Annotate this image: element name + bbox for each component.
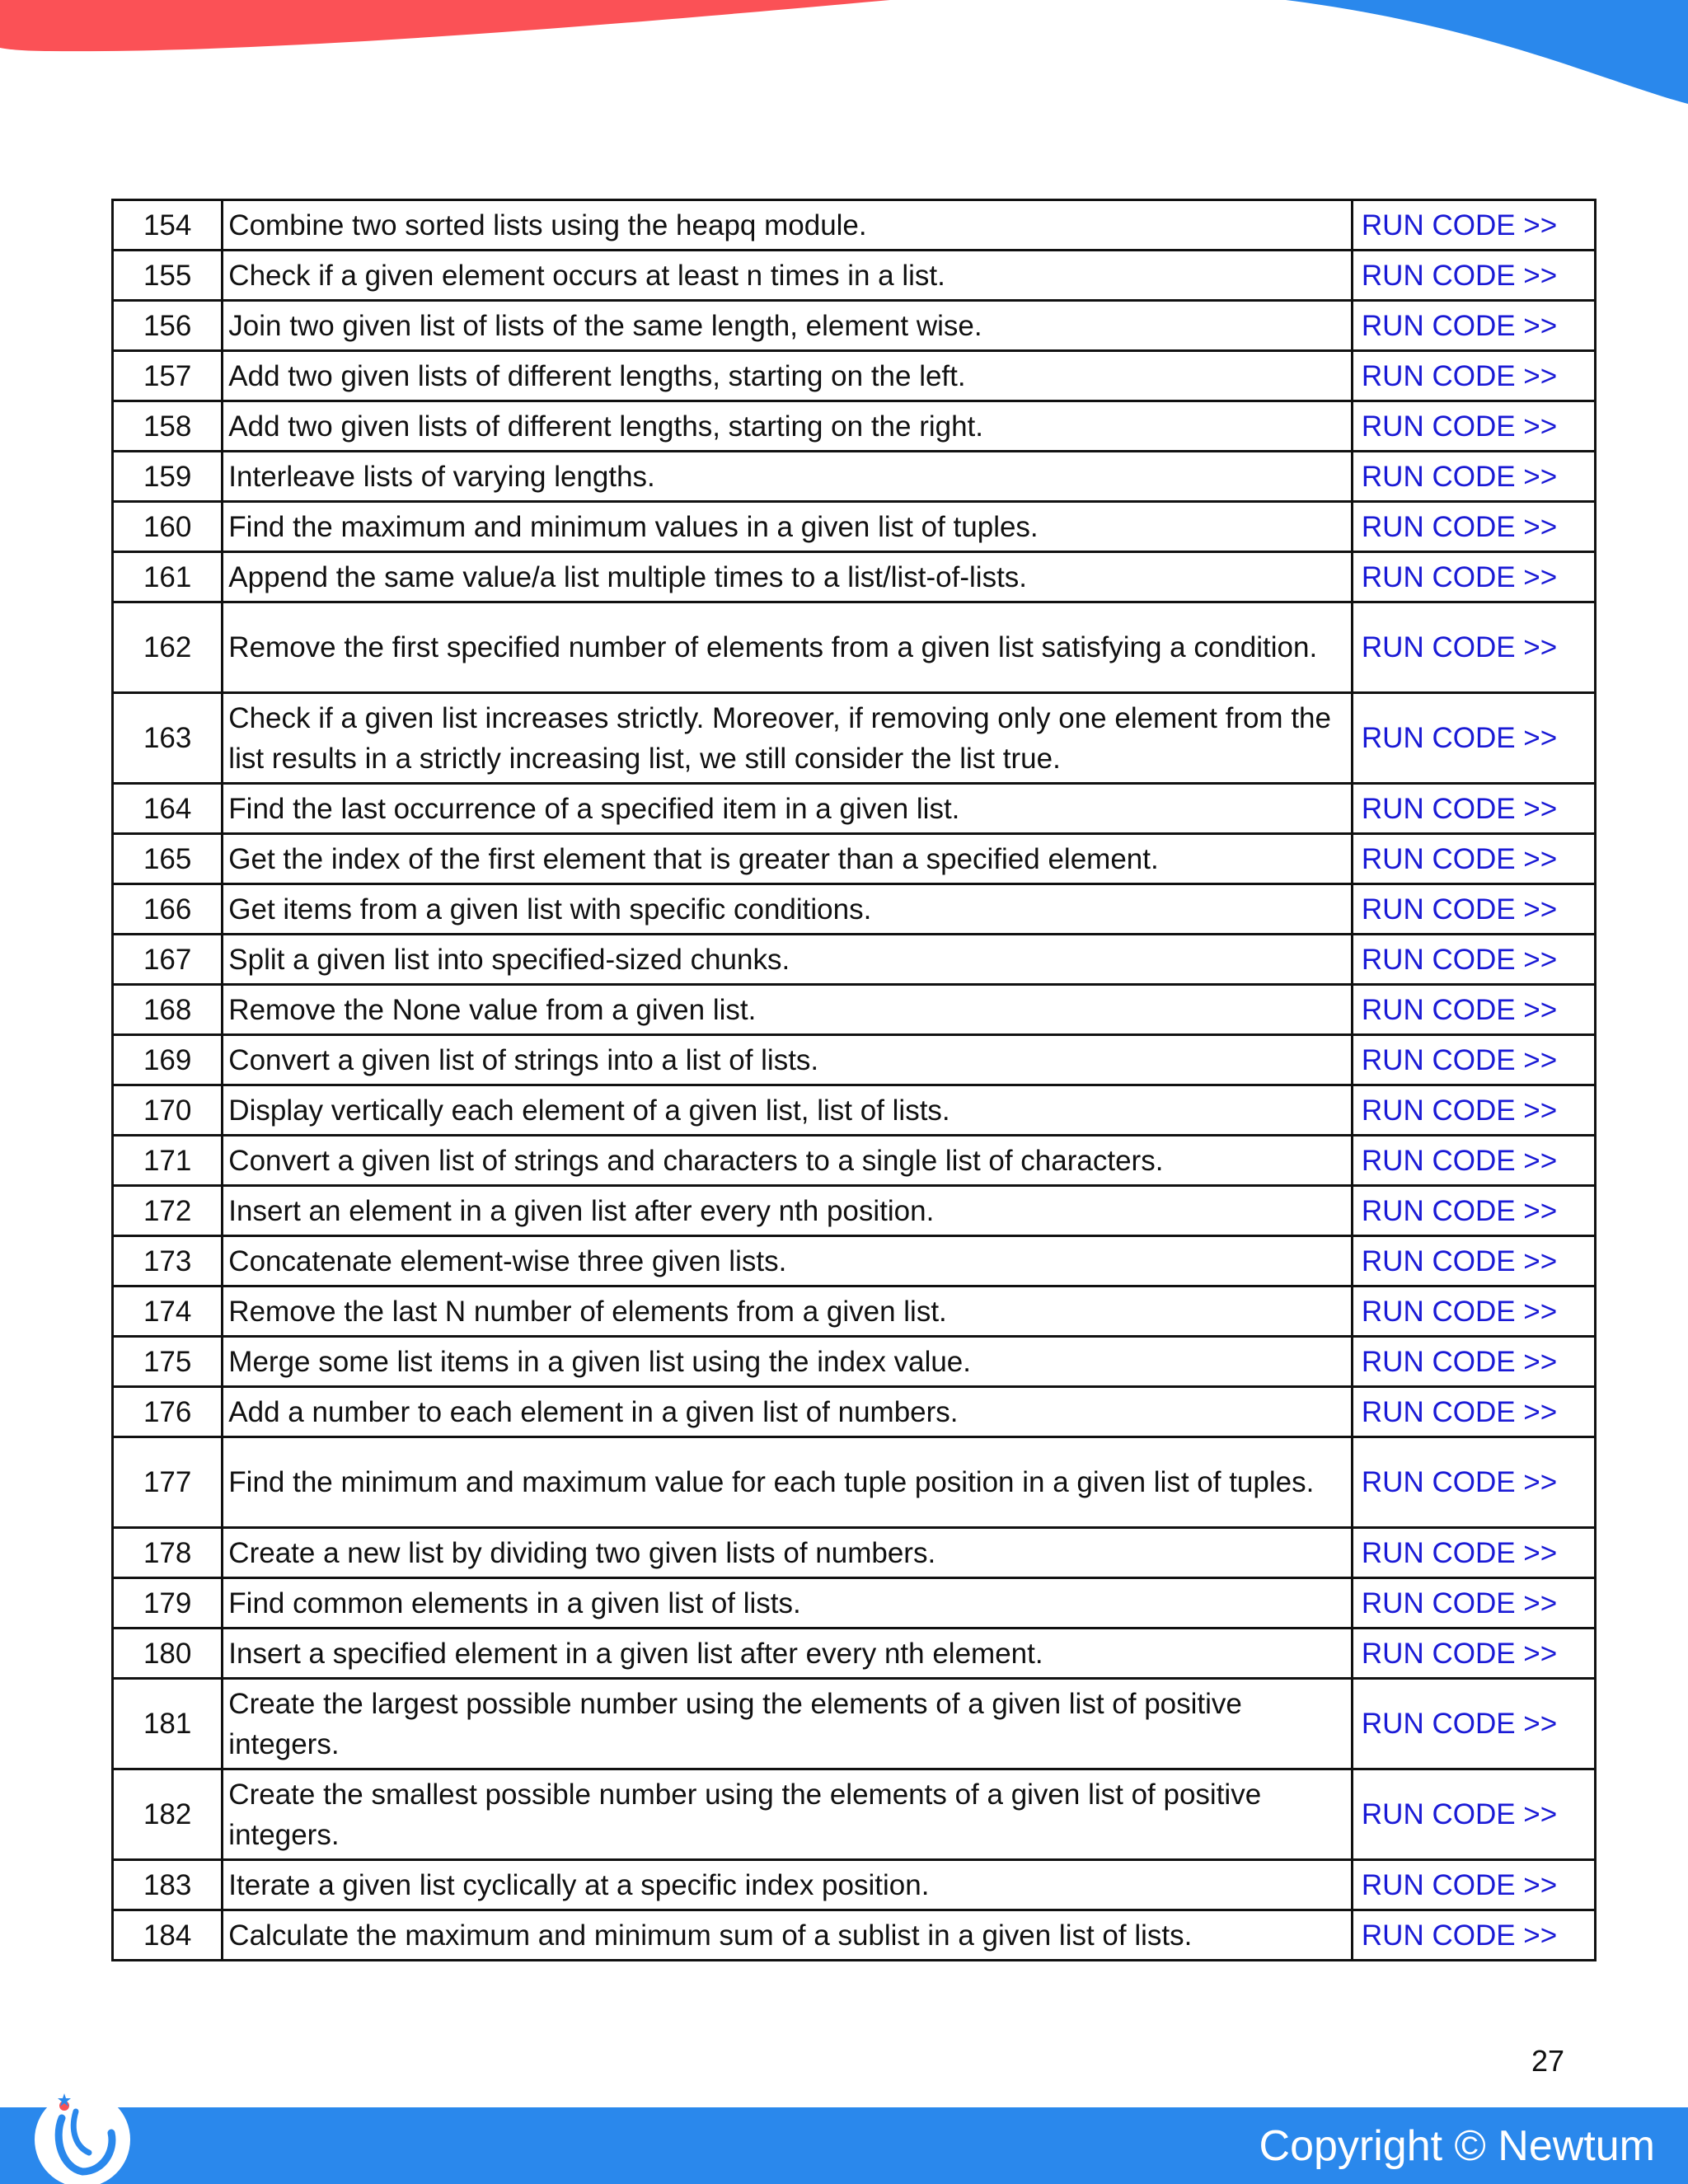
exercise-description: Insert a specified element in a given list after every nth element. <box>223 1629 1353 1679</box>
exercise-description: Convert a given list of strings into a list of lists. <box>223 1035 1353 1085</box>
run-code-cell <box>1352 784 1595 834</box>
run-code-link[interactable]: RUN CODE >> <box>1361 1345 1558 1378</box>
run-code-cell <box>1352 351 1595 401</box>
run-code-link[interactable]: RUN CODE >> <box>1361 1244 1558 1277</box>
run-code-cell <box>1352 834 1595 884</box>
table-row <box>113 351 1596 401</box>
table-row <box>113 1387 1596 1437</box>
table-row <box>113 1136 1596 1186</box>
run-code-cell <box>1352 1860 1595 1910</box>
run-code-cell <box>1352 884 1595 935</box>
run-code-link[interactable]: RUN CODE >> <box>1361 722 1558 754</box>
exercise-number: 182 <box>113 1769 223 1860</box>
run-code-cell <box>1352 1186 1595 1236</box>
run-code-cell <box>1352 251 1595 301</box>
run-code-link[interactable]: RUN CODE >> <box>1361 1798 1558 1830</box>
table-row <box>113 1337 1596 1387</box>
page-number: 27 <box>1531 2044 1564 2078</box>
exercise-description: Display vertically each element of a given list, list of lists. <box>223 1085 1353 1136</box>
exercise-description: Interleave lists of varying lengths. <box>223 452 1353 502</box>
exercise-number: 171 <box>113 1136 223 1186</box>
exercise-number: 166 <box>113 884 223 935</box>
run-code-link[interactable]: RUN CODE >> <box>1361 359 1558 392</box>
run-code-link[interactable]: RUN CODE >> <box>1361 1637 1558 1670</box>
exercise-description: Check if a given list increases strictly. Moreover, if removing only one element from the list results in a strictly increasing list, we still consider the list true. <box>223 693 1353 784</box>
exercise-description: Remove the first specified number of elements from a given list satisfying a condition. <box>223 602 1353 693</box>
run-code-cell <box>1352 1437 1595 1528</box>
exercise-description: Insert an element in a given list after every nth position. <box>223 1186 1353 1236</box>
table-row <box>113 251 1596 301</box>
run-code-link[interactable]: RUN CODE >> <box>1361 510 1558 543</box>
exercise-description: Check if a given element occurs at least n times in a list. <box>223 251 1353 301</box>
header-wave-decoration <box>0 0 1688 115</box>
exercise-number: 164 <box>113 784 223 834</box>
run-code-cell <box>1352 1337 1595 1387</box>
run-code-link[interactable]: RUN CODE >> <box>1361 792 1558 825</box>
table-row <box>113 1679 1596 1769</box>
exercise-description: Merge some list items in a given list using the index value. <box>223 1337 1353 1387</box>
table-row <box>113 884 1596 935</box>
exercise-number: 170 <box>113 1085 223 1136</box>
exercise-number: 163 <box>113 693 223 784</box>
table-row <box>113 1186 1596 1236</box>
exercise-description: Create the largest possible number using the elements of a given list of positive integers. <box>223 1679 1353 1769</box>
run-code-cell <box>1352 985 1595 1035</box>
run-code-cell <box>1352 693 1595 784</box>
red-wave <box>0 0 890 51</box>
blue-wave <box>1286 0 1688 104</box>
exercise-description: Split a given list into specified-sized chunks. <box>223 935 1353 985</box>
run-code-link[interactable]: RUN CODE >> <box>1361 1295 1558 1328</box>
exercise-description: Find the last occurrence of a specified item in a given list. <box>223 784 1353 834</box>
exercise-number: 172 <box>113 1186 223 1236</box>
exercise-description: Iterate a given list cyclically at a specific index position. <box>223 1860 1353 1910</box>
table-row <box>113 1528 1596 1578</box>
exercise-description: Convert a given list of strings and characters to a single list of characters. <box>223 1136 1353 1186</box>
exercise-number: 176 <box>113 1387 223 1437</box>
run-code-cell <box>1352 502 1595 552</box>
table-row <box>113 1085 1596 1136</box>
exercise-description: Join two given list of lists of the same length, element wise. <box>223 301 1353 351</box>
exercise-number: 178 <box>113 1528 223 1578</box>
exercise-number: 173 <box>113 1236 223 1286</box>
exercise-number: 160 <box>113 502 223 552</box>
run-code-cell <box>1352 452 1595 502</box>
exercise-table <box>111 199 1597 1961</box>
exercise-number: 165 <box>113 834 223 884</box>
exercise-description: Create a new list by dividing two given lists of numbers. <box>223 1528 1353 1578</box>
exercise-number: 159 <box>113 452 223 502</box>
run-code-cell <box>1352 1769 1595 1860</box>
run-code-link[interactable]: RUN CODE >> <box>1361 842 1558 875</box>
exercise-number: 162 <box>113 602 223 693</box>
run-code-link[interactable]: RUN CODE >> <box>1361 1536 1558 1569</box>
table-row <box>113 401 1596 452</box>
exercise-number: 158 <box>113 401 223 452</box>
exercise-number: 179 <box>113 1578 223 1629</box>
run-code-cell <box>1352 401 1595 452</box>
run-code-link[interactable]: RUN CODE >> <box>1361 1043 1558 1076</box>
run-code-cell <box>1352 1035 1595 1085</box>
exercise-number: 180 <box>113 1629 223 1679</box>
table-row <box>113 1578 1596 1629</box>
exercise-description: Append the same value/a list multiple times to a list/list-of-lists. <box>223 552 1353 602</box>
exercise-number: 167 <box>113 935 223 985</box>
table-row <box>113 1860 1596 1910</box>
run-code-link[interactable]: RUN CODE >> <box>1361 259 1558 292</box>
run-code-link[interactable]: RUN CODE >> <box>1361 943 1558 976</box>
run-code-cell <box>1352 1085 1595 1136</box>
run-code-cell <box>1352 1910 1595 1961</box>
copyright-text: Copyright © Newtum <box>1259 2122 1655 2170</box>
exercise-description: Calculate the maximum and minimum sum of a sublist in a given list of lists. <box>223 1910 1353 1961</box>
table-row <box>113 784 1596 834</box>
exercise-description: Create the smallest possible number using the elements of a given list of positive integers. <box>223 1769 1353 1860</box>
run-code-link[interactable]: RUN CODE >> <box>1361 1868 1558 1901</box>
run-code-link[interactable]: RUN CODE >> <box>1361 1586 1558 1619</box>
exercise-number: 181 <box>113 1679 223 1769</box>
run-code-link[interactable]: RUN CODE >> <box>1361 309 1558 342</box>
exercise-description: Get items from a given list with specific conditions. <box>223 884 1353 935</box>
run-code-cell <box>1352 935 1595 985</box>
table-row <box>113 452 1596 502</box>
run-code-cell <box>1352 1136 1595 1186</box>
exercise-number: 177 <box>113 1437 223 1528</box>
exercise-description: Concatenate element-wise three given lists. <box>223 1236 1353 1286</box>
exercise-description: Get the index of the first element that is greater than a specified element. <box>223 834 1353 884</box>
exercise-number: 183 <box>113 1860 223 1910</box>
table-row <box>113 693 1596 784</box>
table-row <box>113 1236 1596 1286</box>
table-row <box>113 985 1596 1035</box>
table-row <box>113 552 1596 602</box>
exercise-number: 169 <box>113 1035 223 1085</box>
exercise-number: 157 <box>113 351 223 401</box>
run-code-link[interactable]: RUN CODE >> <box>1361 1144 1558 1177</box>
table-row <box>113 1035 1596 1085</box>
exercise-number: 156 <box>113 301 223 351</box>
run-code-cell <box>1352 1528 1595 1578</box>
newtum-logo-icon <box>25 2060 132 2184</box>
exercise-description: Add two given lists of different lengths, starting on the right. <box>223 401 1353 452</box>
run-code-link[interactable]: RUN CODE >> <box>1361 993 1558 1026</box>
run-code-cell <box>1352 1629 1595 1679</box>
exercise-description: Remove the None value from a given list. <box>223 985 1353 1035</box>
run-code-cell <box>1352 1387 1595 1437</box>
run-code-link[interactable]: RUN CODE >> <box>1361 410 1558 443</box>
run-code-cell <box>1352 200 1595 251</box>
run-code-cell <box>1352 301 1595 351</box>
run-code-link[interactable]: RUN CODE >> <box>1361 1919 1558 1952</box>
exercise-number: 174 <box>113 1286 223 1337</box>
run-code-link[interactable]: RUN CODE >> <box>1361 1194 1558 1227</box>
run-code-cell <box>1352 1578 1595 1629</box>
run-code-link[interactable]: RUN CODE >> <box>1361 893 1558 926</box>
run-code-link[interactable]: RUN CODE >> <box>1361 1466 1558 1498</box>
table-row <box>113 1910 1596 1961</box>
run-code-link[interactable]: RUN CODE >> <box>1361 1708 1558 1740</box>
exercise-description: Find the maximum and minimum values in a given list of tuples. <box>223 502 1353 552</box>
exercise-number: 155 <box>113 251 223 301</box>
table-row <box>113 1769 1596 1860</box>
run-code-link[interactable]: RUN CODE >> <box>1361 631 1558 663</box>
run-code-link[interactable]: RUN CODE >> <box>1361 1395 1558 1428</box>
table-row <box>113 301 1596 351</box>
run-code-cell <box>1352 552 1595 602</box>
table-row <box>113 200 1596 251</box>
exercise-description: Find common elements in a given list of lists. <box>223 1578 1353 1629</box>
exercise-description: Add two given lists of different lengths, starting on the left. <box>223 351 1353 401</box>
exercise-description: Add a number to each element in a given list of numbers. <box>223 1387 1353 1437</box>
table-row <box>113 935 1596 985</box>
table-row <box>113 502 1596 552</box>
table-row <box>113 1286 1596 1337</box>
exercise-description: Find the minimum and maximum value for each tuple position in a given list of tuples. <box>223 1437 1353 1528</box>
table-row <box>113 1437 1596 1528</box>
run-code-cell <box>1352 1236 1595 1286</box>
table-row <box>113 1629 1596 1679</box>
run-code-link[interactable]: RUN CODE >> <box>1361 460 1558 493</box>
table-row <box>113 602 1596 693</box>
exercise-number: 161 <box>113 552 223 602</box>
run-code-cell <box>1352 602 1595 693</box>
exercise-number: 184 <box>113 1910 223 1961</box>
run-code-link[interactable]: RUN CODE >> <box>1361 1094 1558 1127</box>
run-code-link[interactable]: RUN CODE >> <box>1361 209 1558 241</box>
exercise-description: Remove the last N number of elements from a given list. <box>223 1286 1353 1337</box>
run-code-link[interactable]: RUN CODE >> <box>1361 560 1558 593</box>
exercise-description: Combine two sorted lists using the heapq module. <box>223 200 1353 251</box>
run-code-cell <box>1352 1679 1595 1769</box>
table-row <box>113 834 1596 884</box>
run-code-cell <box>1352 1286 1595 1337</box>
exercise-number: 168 <box>113 985 223 1035</box>
exercise-number: 154 <box>113 200 223 251</box>
exercise-number: 175 <box>113 1337 223 1387</box>
